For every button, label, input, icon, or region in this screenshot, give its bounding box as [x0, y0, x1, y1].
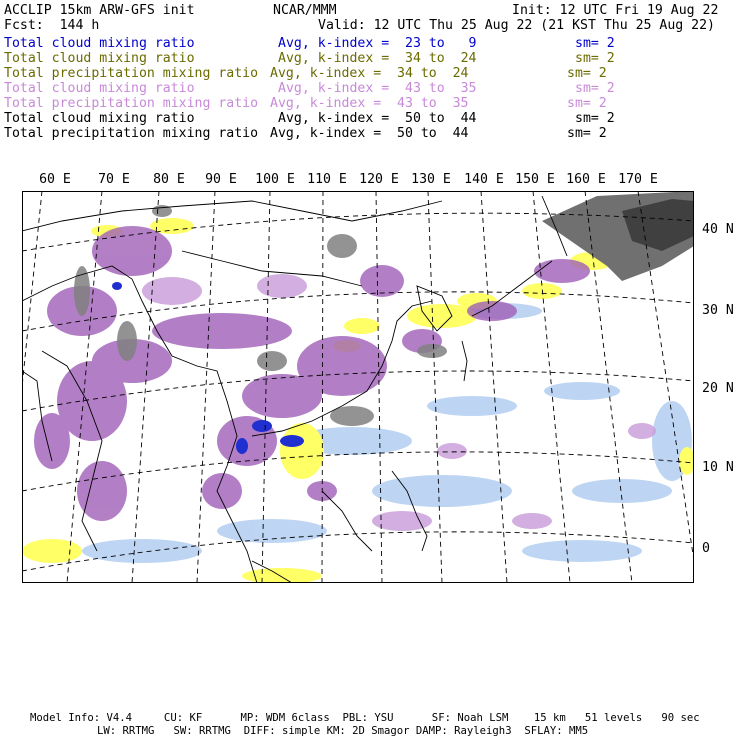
field-avg: Avg, k-index = 34 to 24: [270, 66, 469, 81]
lat-label: 20 N: [702, 381, 734, 396]
field-sm: sm= 2: [567, 96, 607, 111]
lon-label: 130 E: [411, 172, 451, 187]
field-name: Total precipitation mixing ratio: [4, 66, 259, 81]
lat-label: 40 N: [702, 222, 734, 237]
lon-label: 70 E: [98, 172, 130, 187]
model-info-line2: LW: RRTMG SW: RRTMG DIFF: simple KM: 2D Smagor DAMP: Rayleigh3 SFLAY: MM5: [97, 725, 589, 737]
init-time: Init: 12 UTC Fri 19 Aug 22: [512, 3, 719, 18]
field-name: Total cloud mixing ratio: [4, 111, 195, 126]
field-name: Total cloud mixing ratio: [4, 36, 195, 51]
field-sm: sm= 2: [575, 111, 615, 126]
lon-label: 150 E: [515, 172, 555, 187]
field-avg: Avg, k-index = 50 to 44: [270, 126, 469, 141]
field-avg: Avg, k-index = 50 to 44: [278, 111, 477, 126]
field-avg: Avg, k-index = 43 to 35: [278, 81, 477, 96]
model-info-line1: Model Info: V4.4 CU: KF MP: WDM 6class PBL: YSU SF: Noah LSM 15 km 51 levels 90 sec: [30, 712, 700, 724]
lat-label: 10 N: [702, 460, 734, 475]
weather-map: [22, 191, 694, 583]
valid-time: Valid: 12 UTC Thu 25 Aug 22 (21 KST Thu 25 Aug 22): [318, 18, 715, 33]
lon-label: 140 E: [464, 172, 504, 187]
lon-label: 100 E: [255, 172, 295, 187]
lat-label: 0: [702, 541, 710, 556]
field-sm: sm= 2: [575, 81, 615, 96]
lon-label: 160 E: [566, 172, 606, 187]
model-title: ACCLIP 15km ARW-GFS init: [4, 3, 195, 18]
field-name: Total cloud mixing ratio: [4, 51, 195, 66]
lat-label: 30 N: [702, 303, 734, 318]
lon-label: 80 E: [153, 172, 185, 187]
field-sm: sm= 2: [567, 126, 607, 141]
forecast-hour: Fcst: 144 h: [4, 18, 100, 33]
field-name: Total precipitation mixing ratio: [4, 96, 259, 111]
lon-label: 60 E: [39, 172, 71, 187]
field-name: Total precipitation mixing ratio: [4, 126, 259, 141]
lon-label: 120 E: [359, 172, 399, 187]
field-sm: sm= 2: [575, 36, 615, 51]
lon-label: 170 E: [618, 172, 658, 187]
field-avg: Avg, k-index = 23 to 9: [278, 36, 477, 51]
field-sm: sm= 2: [567, 66, 607, 81]
lon-label: 110 E: [307, 172, 347, 187]
field-avg: Avg, k-index = 43 to 35: [270, 96, 469, 111]
field-sm: sm= 2: [575, 51, 615, 66]
field-avg: Avg, k-index = 34 to 24: [278, 51, 477, 66]
organization-label: NCAR/MMM: [273, 3, 337, 18]
lon-label: 90 E: [205, 172, 237, 187]
field-name: Total cloud mixing ratio: [4, 81, 195, 96]
